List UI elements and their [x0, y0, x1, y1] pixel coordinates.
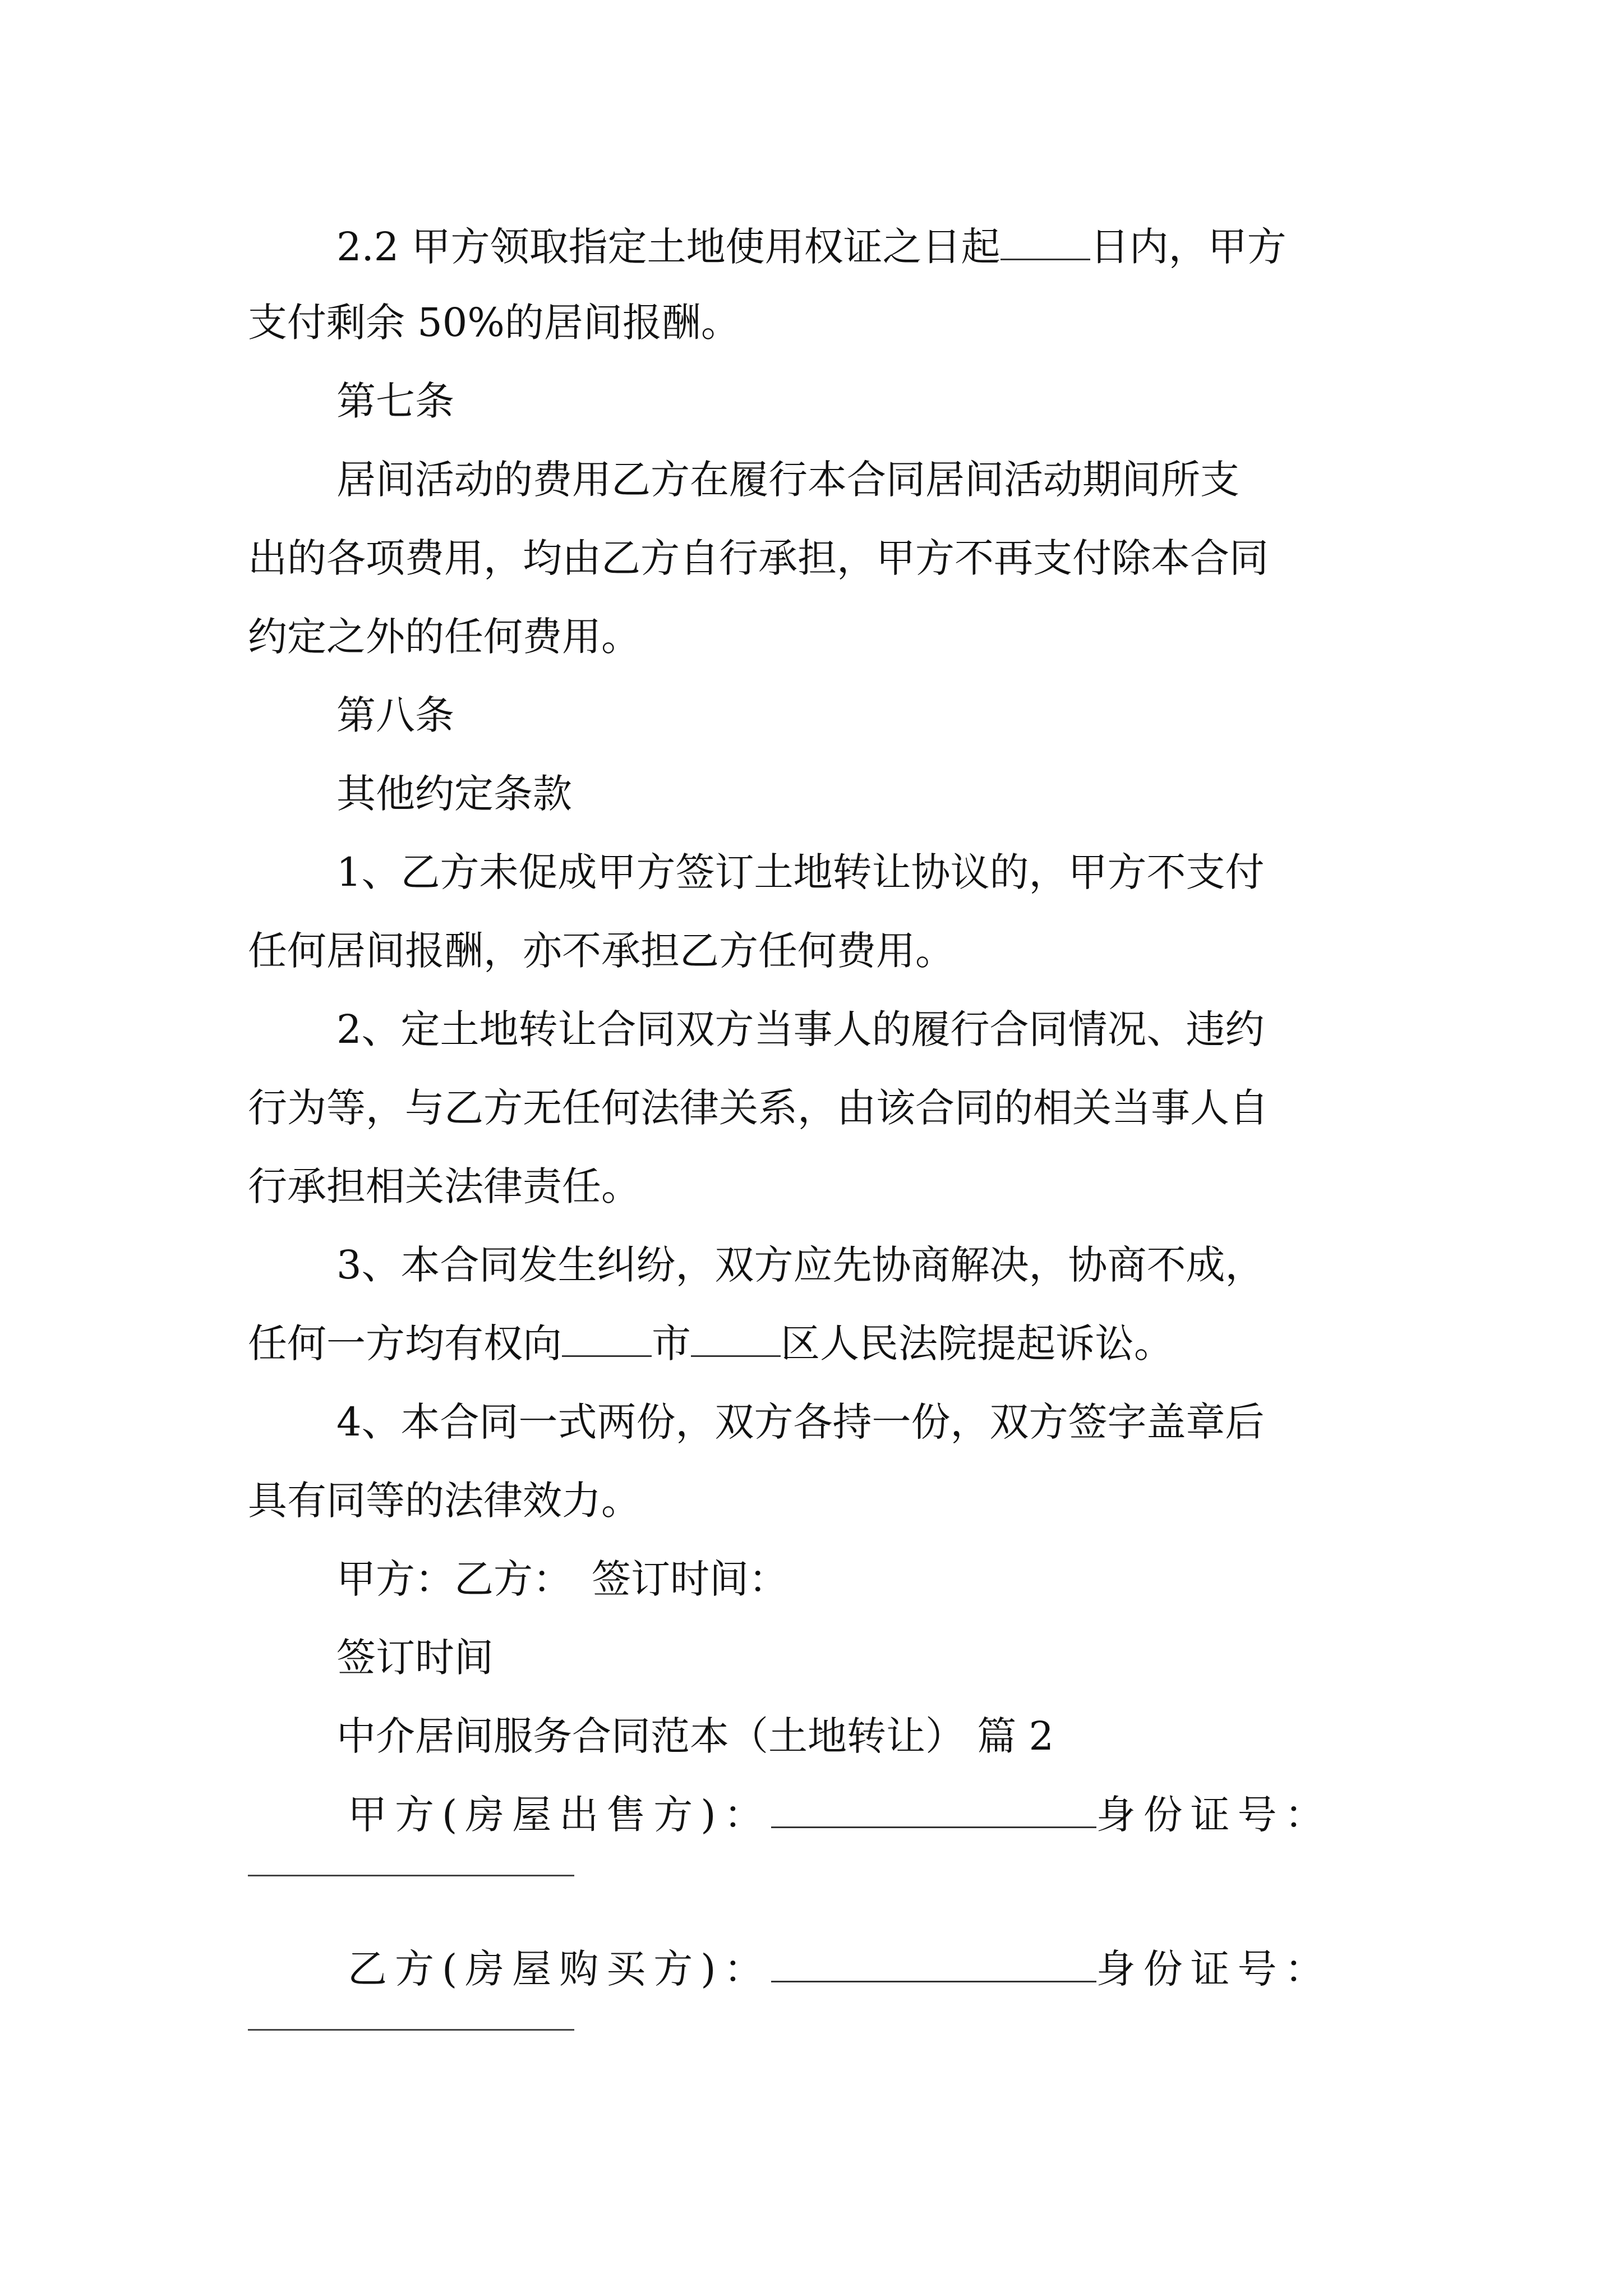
item3-text-a: 任何一方均有权向 — [248, 1320, 562, 1366]
signature-parties: 甲方：乙方： 签订时间： — [336, 1556, 788, 1602]
article-8-heading: 第八条 — [336, 692, 454, 738]
party-b-label: 乙方(房屋购买方)： — [348, 1946, 771, 1992]
clause-2-2-line2: 支付剩余 50%的居间报酬。 — [248, 300, 740, 346]
party-b-id-blank — [248, 2029, 574, 2031]
clause-2-2-text-b: 日内，甲方 — [1090, 224, 1287, 270]
city-blank — [562, 1316, 652, 1357]
party-a-row — [0, 1781, 1623, 1848]
party-b-name-blank — [771, 1941, 1096, 1982]
article-8-item1-line1: 1、乙方未促成甲方签订土地转让协议的，甲方不支付 — [336, 849, 1265, 895]
article-8-item4-line1: 4、本合同一式两份，双方各持一份，双方签字盖章后 — [336, 1399, 1265, 1445]
item3-text-b: 市 — [652, 1320, 691, 1366]
article-8-item2-line3: 行承担相关法律责任。 — [248, 1163, 640, 1209]
article-7-line3: 约定之外的任何费用。 — [248, 614, 640, 660]
item3-text-c: 区人民法院提起诉讼。 — [781, 1320, 1173, 1366]
party-a-label: 甲方(房屋出售方)： — [348, 1792, 771, 1838]
district-blank — [691, 1316, 781, 1357]
article-8-item4-line2: 具有同等的法律效力。 — [248, 1478, 640, 1524]
article-8-item1-line2: 任何居间报酬，亦不承担乙方任何费用。 — [248, 928, 955, 974]
party-a-name-blank — [771, 1787, 1096, 1828]
days-blank — [1000, 219, 1090, 260]
article-8-subheading: 其他约定条款 — [336, 771, 572, 817]
party-b-id-label: 身份证号： — [1096, 1946, 1332, 1992]
party-b-row — [0, 1935, 1623, 2003]
article-7-line1: 居间活动的费用乙方在履行本合同居间活动期间所支 — [336, 457, 1239, 503]
party-a-id-blank — [248, 1875, 574, 1876]
article-7-line2: 出的各项费用，均由乙方自行承担，甲方不再支付除本合同 — [248, 535, 1269, 581]
article-7-heading: 第七条 — [336, 378, 454, 424]
clause-2-2-line1 — [0, 213, 1623, 280]
article-8-item2-line1: 2、定土地转让合同双方当事人的履行合同情况、违约 — [336, 1006, 1265, 1052]
signature-date-label: 签订时间 — [336, 1635, 494, 1681]
article-8-item2-line2: 行为等，与乙方无任何法律关系，由该合同的相关当事人自 — [248, 1085, 1269, 1131]
party-a-id-label: 身份证号： — [1096, 1792, 1332, 1838]
article-8-item3-line1: 3、本合同发生纠纷，双方应先协商解决，协商不成， — [336, 1242, 1265, 1288]
section-2-title: 中介居间服务合同范本（土地转让） 篇 2 — [336, 1713, 1054, 1759]
clause-2-2-text-a: 2.2 甲方领取指定土地使用权证之日起 — [336, 224, 1000, 270]
article-8-item3-line2 — [0, 1310, 1623, 1377]
